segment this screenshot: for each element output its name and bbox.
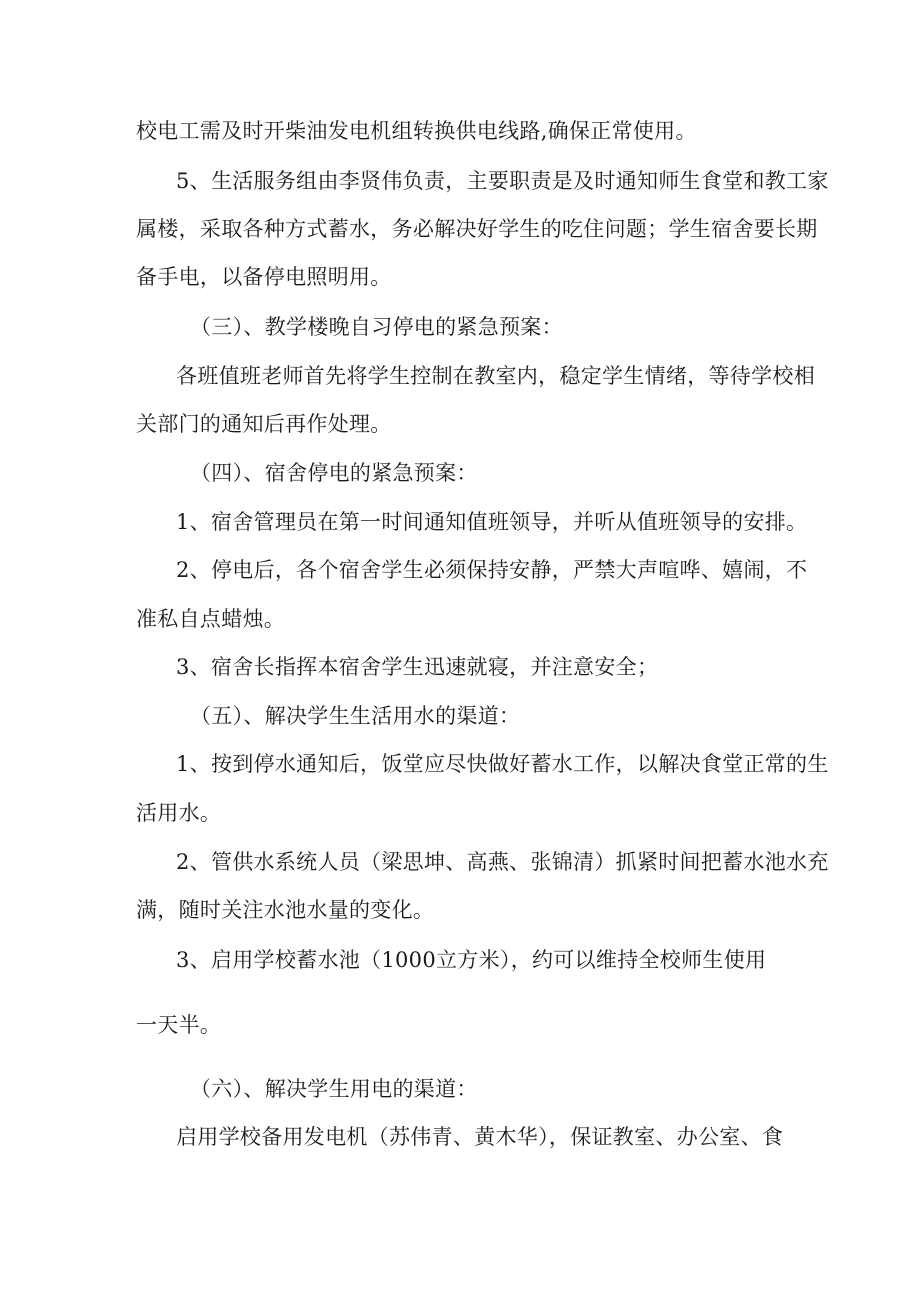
text-line: 关部门的通知后再作处理。 [136,412,392,436]
text-line: 3、宿舍长指挥本宿舍学生迅速就寝，并注意安全； [176,655,659,679]
text-line: 各班值班老师首先将学生控制在教室内，稳定学生情绪，等待学校相 [176,364,815,388]
section-heading: （六）、解决学生用电的渠道： [190,1077,478,1101]
text-line: 属楼，采取各种方式蓄水，务必解决好学生的吃住问题；学生宿舍要长期 [136,217,818,241]
text-line: 1、宿舍管理员在第一时间通知值班领导，并听从值班领导的安排。 [176,510,808,534]
text-line: 启用学校备用发电机（苏伟青、黄木华），保证教室、办公室、食 [176,1125,784,1149]
text-line: 校电工需及时开柴油发电机组转换供电线路,确保正常使用。 [136,119,697,143]
section-heading: （五）、解决学生生活用水的渠道： [190,704,521,728]
text-line: 一天半。 [136,1013,222,1037]
text-line: 备手电，以备停电照明用。 [136,265,392,289]
text-line: 准私自点蜡烛。 [136,607,286,631]
section-heading: （四）、宿舍停电的紧急预案： [190,461,478,485]
text-line: 2、停电后，各个宿舍学生必须保持安静，严禁大声喧哗、嬉闹，不 [176,558,808,582]
section-heading: （三）、教学楼晚自习停电的紧急预案： [190,315,563,339]
text-line: 1、按到停水通知后，饭堂应尽快做好蓄水工作，以解决食堂正常的生 [176,752,829,776]
text-line: 5、生活服务组由李贤伟负责，主要职责是及时通知师生食堂和教工家 [176,169,829,193]
text-line: 3、启用学校蓄水池（1000立方米），约可以维持全校师生使用 [176,948,767,972]
text-line: 满，随时关注水池水量的变化。 [136,898,435,922]
text-line: 2、管供水系统人员（梁思坤、高燕、张锦清）抓紧时间把蓄水池水充 [176,850,829,874]
text-line: 活用水。 [136,801,222,825]
